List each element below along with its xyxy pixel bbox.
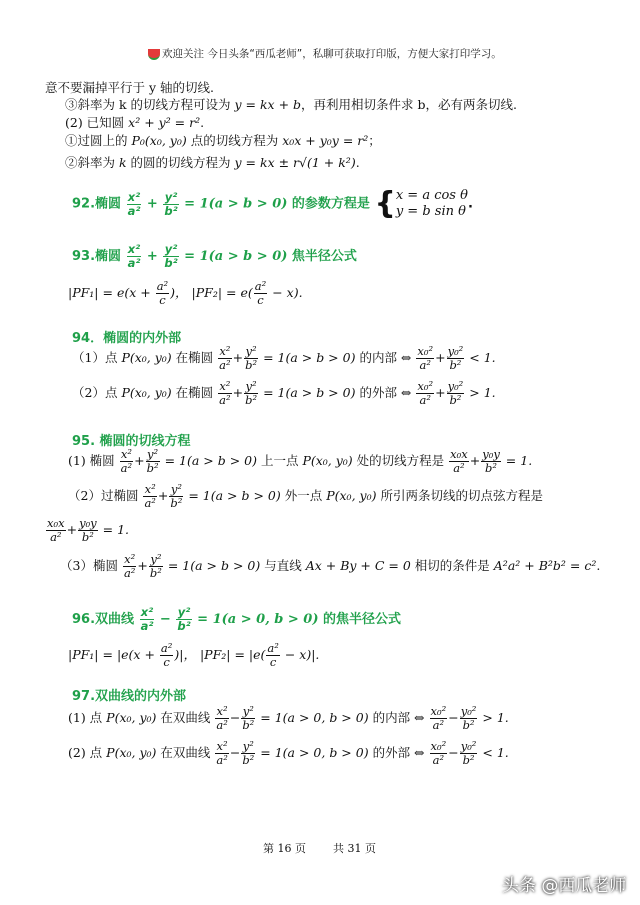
section-93-heading: 93.椭圆 $\frac{\text{x²}}{\text{a²}}$ + $\frac{\text{y²}}{\text{b²}}$ = 1(a > b > 0) 焦半径公式 [72,242,357,270]
section-97-heading: 97.双曲线的内外部 [72,689,187,704]
text-line: （2）点 P(x₀, y₀) 在椭圆 $\frac{\text{x²}}{\text{a²}}$ + $\frac{\text{y²}}{\text{b²}}$ = 1(a > b > 0) 的外部 ⇔ $\frac{\text{x₀²}}{\text{a²}}$ + $\frac{\text{y₀²}}{\text{b²}}$ > 1. [72,379,496,407]
watermark: 头条 @西瓜老师 [502,876,627,896]
section-92-heading: 92.椭圆 $\frac{\text{x²}}{\text{a²}}$ + $\frac{\text{y²}}{\text{b²}}$ = 1(a > b > 0) 的参数方程是 { x = a cos θ y = b sin θ . [72,186,473,221]
hyperbola-focal-radius-formula: |PF₁| = |e(x + $\frac{\text{a²}}{c}$ )|， |PF₂| = |e( $\frac{\text{a²}}{c}$ − x)|. [68,641,320,669]
text-line: ①过圆上的 P₀(x₀, y₀) 点的切线方程为 x₀x + y₀y = r²； [65,133,381,148]
page-total: 共 31 页 [333,842,376,855]
header-notice: 欢迎关注 今日头条“西瓜老师”，私聊可获取打印版，方便大家打印学习。 [148,46,502,61]
section-96-heading: 96.双曲线 $\frac{\text{x²}}{\text{a²}}$ − $\frac{\text{y²}}{\text{b²}}$ = 1(a > 0, b > 0) 的焦半径公式 [72,605,402,633]
section-95-heading: 95. 椭圆的切线方程 [72,434,191,449]
text-line: ②斜率为 k 的圆的切线方程为 y = kx ± r√(1 + k²). [65,155,360,170]
text-line: (1) 椭圆 $\frac{\text{x²}}{\text{a²}}$ + $\frac{\text{y²}}{\text{b²}}$ = 1(a > b > 0) 上一点 P(x₀, y₀) 处的切线方程是 $\frac{\text{x₀x}}{\text{a²}}$ + $\frac{\text{y₀y}}{\text{b²}}$ = 1. [68,447,533,475]
text-line: (2) 点 P(x₀, y₀) 在双曲线 $\frac{\text{x²}}{\text{a²}}$ − $\frac{\text{y²}}{\text{b²}}$ = 1(a > 0, b > 0) 的外部 ⇔ $\frac{\text{x₀²}}{\text{a²}}$ − $\frac{\text{y₀²}}{\text{b²}}$ < 1. [68,739,509,767]
section-94-heading: 94．椭圆的内外部 [72,331,182,346]
text-line: (1) 点 P(x₀, y₀) 在双曲线 $\frac{\text{x²}}{\text{a²}}$ − $\frac{\text{y²}}{\text{b²}}$ = 1(a > 0, b > 0) 的内部 ⇔ $\frac{\text{x₀²}}{\text{a²}}$ − $\frac{\text{y₀²}}{\text{b²}}$ > 1. [68,704,509,732]
focal-radius-formula: |PF₁| = e(x + $\frac{\text{a²}}{c}$ )， |PF₂| = e( $\frac{\text{a²}}{c}$ − x). [68,279,303,307]
page-number: 第 16 页 [263,842,306,855]
text-line: $\frac{\text{x₀x}}{\text{a²}}$ + $\frac{\text{y₀y}}{\text{b²}}$ = 1. [47,516,130,544]
watermelon-icon [148,49,160,60]
text-line: ③斜率为 k 的切线方程可设为 y = kx + b，再利用相切条件求 b，必有两条切线. [65,97,517,112]
text-line: 意不要漏掉平行于 y 轴的切线. [45,80,214,95]
text-line: （2）过椭圆 $\frac{\text{x²}}{\text{a²}}$ + $\frac{\text{y²}}{\text{b²}}$ = 1(a > b > 0) 外一点 P(x₀, y₀) 所引两条切线的切点弦方程是 [68,482,543,510]
text-line: (2) 已知圆 x² + y² = r². [65,115,205,130]
text-line: （3）椭圆 $\frac{\text{x²}}{\text{a²}}$ + $\frac{\text{y²}}{\text{b²}}$ = 1(a > b > 0) 与直线 Ax + By + C = 0 相切的条件是 A²a² + B²b² = c². [60,552,601,580]
text-line: （1）点 P(x₀, y₀) 在椭圆 $\frac{\text{x²}}{\text{a²}}$ + $\frac{\text{y²}}{\text{b²}}$ = 1(a > b > 0) 的内部 ⇔ $\frac{\text{x₀²}}{\text{a²}}$ + $\frac{\text{y₀²}}{\text{b²}}$ < 1. [72,344,496,372]
